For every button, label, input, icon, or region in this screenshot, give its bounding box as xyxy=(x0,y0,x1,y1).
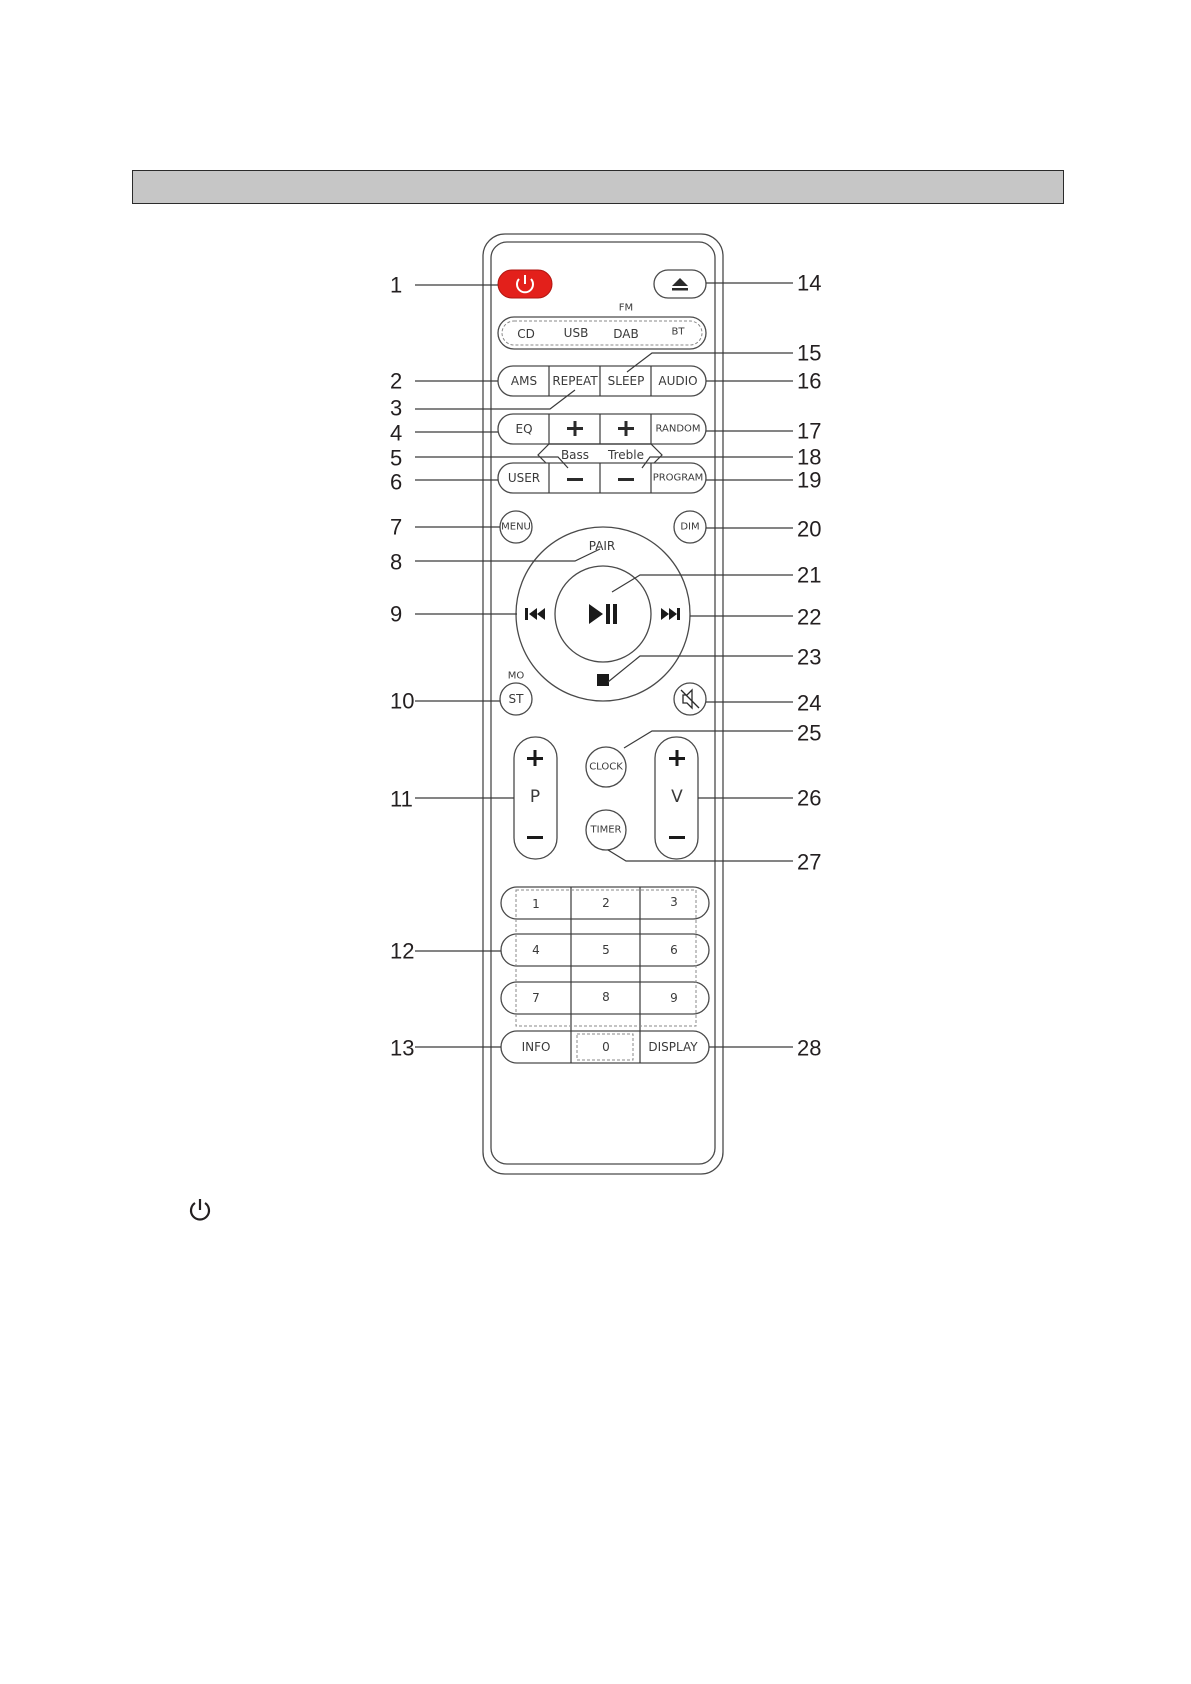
power-icon xyxy=(186,1196,214,1224)
callout-21: 21 xyxy=(797,562,822,588)
callout-9: 9 xyxy=(390,601,403,627)
callout-1: 1 xyxy=(390,272,403,298)
digit-8-button[interactable]: 8 xyxy=(602,990,610,1004)
callout-25: 25 xyxy=(797,720,822,746)
callout-10: 10 xyxy=(390,688,415,714)
user-button[interactable]: USER xyxy=(507,471,541,485)
callout-26: 26 xyxy=(797,785,822,811)
callout-27: 27 xyxy=(797,849,822,875)
digit-7-button[interactable]: 7 xyxy=(532,991,540,1005)
callout-16: 16 xyxy=(797,368,822,394)
cd-button[interactable]: CD xyxy=(517,327,535,341)
digit-6-button[interactable]: 6 xyxy=(670,943,678,957)
audio-button[interactable]: AUDIO xyxy=(658,374,698,388)
clock-label: CLOCK xyxy=(589,761,623,773)
callout-14: 14 xyxy=(797,270,822,296)
sleep-button[interactable]: SLEEP xyxy=(607,374,645,388)
program-minus-icon xyxy=(527,836,543,839)
callout-2: 2 xyxy=(390,368,403,394)
random-button[interactable]: RANDOM xyxy=(655,423,701,435)
callout-20: 20 xyxy=(797,516,822,542)
digit-4-button[interactable]: 4 xyxy=(532,943,540,957)
callout-23: 23 xyxy=(797,644,822,670)
digit-0-button[interactable]: 0 xyxy=(602,1040,610,1054)
callout-6: 6 xyxy=(390,469,403,495)
callout-7: 7 xyxy=(390,514,403,540)
bass-label: Bass xyxy=(560,448,590,462)
program-button[interactable]: PROGRAM xyxy=(652,472,704,484)
bass-minus-button[interactable] xyxy=(567,478,583,481)
callout-3: 3 xyxy=(390,395,403,421)
callout-12: 12 xyxy=(390,938,415,964)
treble-label: Treble xyxy=(608,448,644,462)
pair-label: PAIR xyxy=(588,539,616,553)
callout-13: 13 xyxy=(390,1035,415,1061)
mo-label: MO xyxy=(507,670,525,682)
volume-label: V xyxy=(671,787,683,807)
callout-24: 24 xyxy=(797,690,822,716)
callout-4: 4 xyxy=(390,420,403,446)
callout-22: 22 xyxy=(797,604,822,630)
repeat-button[interactable]: REPEAT xyxy=(552,374,598,388)
digit-2-button[interactable]: 2 xyxy=(602,896,610,910)
callout-8: 8 xyxy=(390,549,403,575)
callout-19: 19 xyxy=(797,467,822,493)
display-button[interactable]: DISPLAY xyxy=(648,1040,698,1054)
dim-label: DIM xyxy=(680,521,700,533)
menu-label: MENU xyxy=(501,521,531,533)
callout-28: 28 xyxy=(797,1035,822,1061)
info-button[interactable]: INFO xyxy=(521,1040,551,1054)
callout-5: 5 xyxy=(390,445,403,471)
digit-9-button[interactable]: 9 xyxy=(670,991,678,1005)
usb-button[interactable]: USB xyxy=(563,326,589,340)
timer-label: TIMER xyxy=(590,824,622,836)
treble-minus-button[interactable] xyxy=(618,478,634,481)
callout-11: 11 xyxy=(390,786,413,812)
program-label: P xyxy=(529,787,541,807)
digit-5-button[interactable]: 5 xyxy=(602,943,610,957)
callout-18: 18 xyxy=(797,444,822,470)
ams-button[interactable]: AMS xyxy=(510,374,538,388)
fm-label: FM xyxy=(618,302,634,314)
dab-button[interactable]: DAB xyxy=(613,327,639,341)
digit-3-button[interactable]: 3 xyxy=(670,895,678,909)
callout-17: 17 xyxy=(797,418,822,444)
callout-15: 15 xyxy=(797,340,822,366)
digit-1-button[interactable]: 1 xyxy=(532,897,540,911)
stop-icon[interactable] xyxy=(597,674,609,686)
st-label: ST xyxy=(508,692,524,706)
bt-button[interactable]: BT xyxy=(671,326,685,338)
volume-minus-icon xyxy=(669,836,685,839)
eq-button[interactable]: EQ xyxy=(515,422,533,436)
